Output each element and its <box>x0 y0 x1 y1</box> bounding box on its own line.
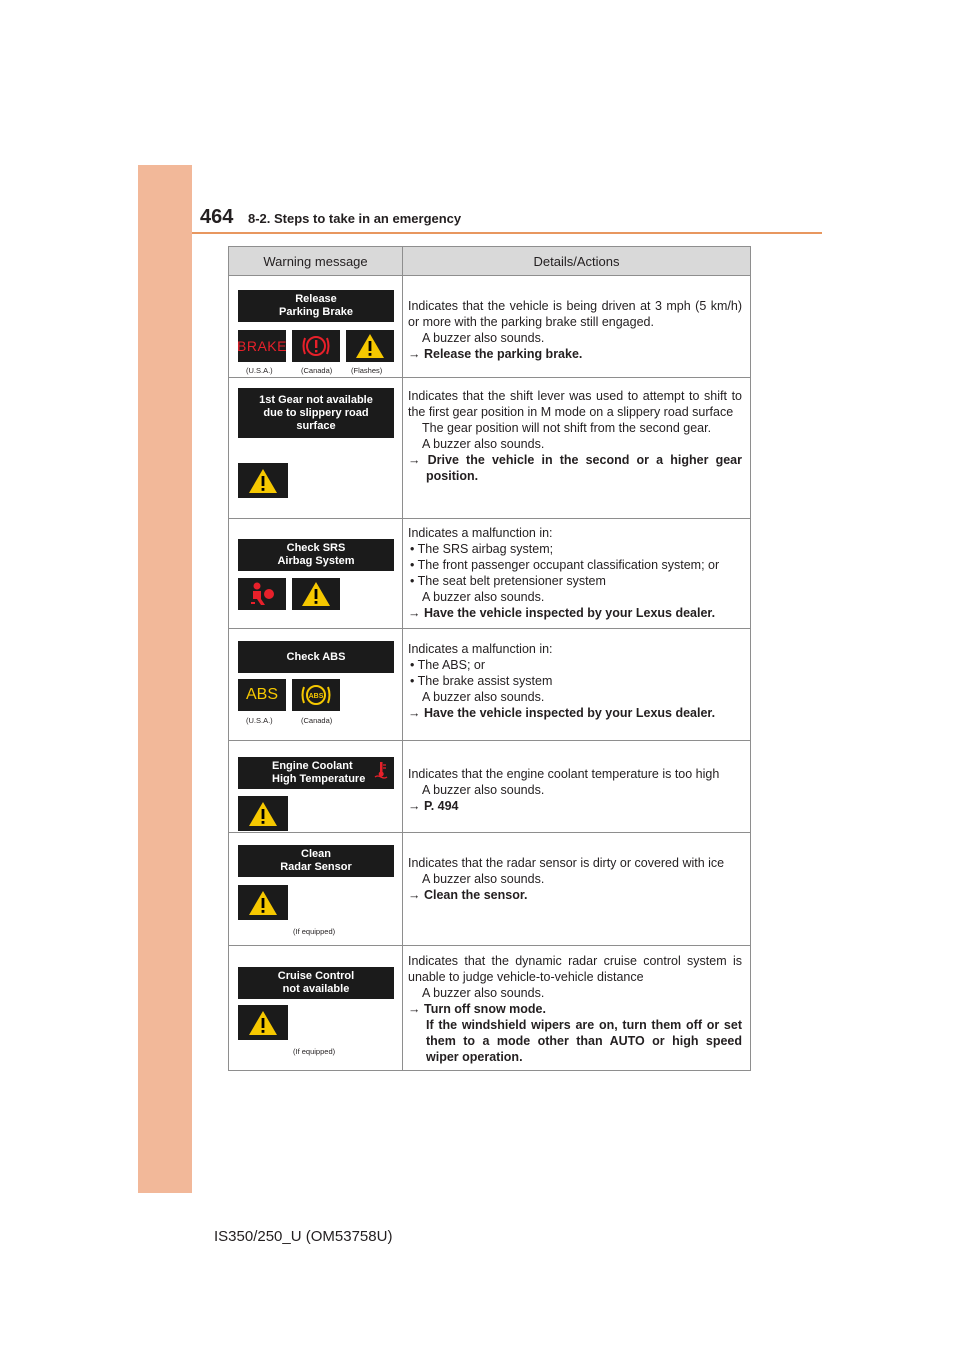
display-message-cruise-control-not-available <box>238 967 394 999</box>
detail-subtext: A buzzer also sounds. <box>422 783 545 797</box>
detail-text: Indicates that the engine coolant temperature is too high <box>408 767 720 781</box>
warning-triangle-icon <box>346 330 394 362</box>
details-cell <box>403 741 751 833</box>
warning-image-cell <box>229 629 403 741</box>
warning-triangle-icon <box>238 463 288 498</box>
display-line: Parking Brake <box>279 306 353 318</box>
display-line: surface <box>296 419 336 432</box>
detail-bullet: • The SRS airbag system; <box>410 542 554 556</box>
warning-image-cell <box>229 378 403 519</box>
display-line: Cruise Control <box>277 970 355 982</box>
detail-subtext: A buzzer also sounds. <box>422 437 545 451</box>
detail-action: → Release the parking brake. <box>408 347 583 361</box>
detail-subtext: A buzzer also sounds. <box>422 331 545 345</box>
details-cell <box>403 276 751 378</box>
table-row <box>229 741 751 833</box>
page-number: 464 <box>200 206 234 228</box>
table-row <box>229 833 751 946</box>
caption-canada: (Canada) <box>301 716 333 725</box>
display-line: Check SRS <box>286 542 346 554</box>
display-line: 1st Gear not available <box>259 393 373 406</box>
detail-bullet: • The brake assist system <box>410 674 553 688</box>
table-row <box>229 629 751 741</box>
warning-image-cell <box>229 519 403 629</box>
section-title: 8-2. Steps to take in an emergency <box>248 211 462 226</box>
column-header-warning-message: Warning message <box>229 247 403 276</box>
display-line: Release <box>295 293 337 305</box>
detail-subtext: A buzzer also sounds. <box>422 690 545 704</box>
detail-bullet: • The front passenger occupant classification system; or <box>410 558 720 572</box>
display-message-check-srs <box>238 539 394 571</box>
detail-bullet: • The ABS; or <box>410 658 486 672</box>
warning-triangle-icon <box>238 796 288 831</box>
warning-message-table <box>228 246 751 1071</box>
display-message-release-parking-brake <box>238 290 394 322</box>
detail-text: Indicates that the radar sensor is dirty or covered with ice <box>408 856 725 870</box>
footer-model-code: IS350/250_U (OM53758U) <box>214 1228 393 1245</box>
column-header-details-actions: Details/Actions <box>403 247 751 276</box>
caption-usa: (U.S.A.) <box>246 366 273 375</box>
detail-subtext: A buzzer also sounds. <box>422 986 545 1000</box>
caption-canada: (Canada) <box>301 366 333 375</box>
display-line: Airbag System <box>277 555 355 567</box>
detail-text: Indicates that the vehicle is being driven at 3 mph (5 km/h) or more with the parking brake still engaged. <box>408 299 742 329</box>
display-message-clean-radar-sensor <box>238 845 394 877</box>
warning-image-cell <box>229 276 403 378</box>
display-line: High Temperature <box>272 773 366 785</box>
warning-image-cell <box>229 946 403 1071</box>
detail-action: → P. 494 <box>408 799 459 813</box>
warning-triangle-icon <box>238 885 288 920</box>
table-header-row <box>229 247 751 276</box>
display-line: Radar Sensor <box>280 861 352 873</box>
detail-action: → Drive the vehicle in the second or a higher gear position. <box>408 453 742 483</box>
detail-bullet: • The seat belt pretensioner system <box>410 574 606 588</box>
caption-flashes: (Flashes) <box>351 366 383 375</box>
warning-triangle-icon <box>292 578 340 610</box>
caption-if-equipped: (If equipped) <box>293 1047 336 1056</box>
display-line: Clean <box>301 848 331 860</box>
details-cell <box>403 629 751 741</box>
abs-circle-icon <box>292 679 340 711</box>
display-line: Engine Coolant <box>272 760 353 772</box>
abs-text-icon: ABS <box>238 679 286 711</box>
details-cell <box>403 519 751 629</box>
caption-if-equipped: (If equipped) <box>293 927 336 936</box>
details-cell <box>403 378 751 519</box>
display-message-engine-coolant <box>238 757 394 789</box>
side-tab-strip <box>138 165 192 1193</box>
detail-action-continued: If the windshield wipers are on, turn them off or set them to a mode other than AUTO or high speed wiper operation. <box>426 1018 742 1064</box>
svg-text:ABS: ABS <box>308 693 324 700</box>
table-row <box>229 276 751 378</box>
detail-intro: Indicates a malfunction in: <box>408 642 553 656</box>
detail-subtext: A buzzer also sounds. <box>422 872 545 886</box>
caption-usa: (U.S.A.) <box>246 716 273 725</box>
details-cell <box>403 833 751 946</box>
details-cell <box>403 946 751 1071</box>
warning-image-cell <box>229 833 403 946</box>
detail-action: → Have the vehicle inspected by your Lexus dealer. <box>408 706 716 720</box>
detail-subtext: The gear position will not shift from the second gear. <box>422 421 712 435</box>
detail-action: → Turn off snow mode. <box>408 1002 546 1016</box>
table-row <box>229 519 751 629</box>
display-message-check-abs <box>238 641 394 673</box>
detail-intro: Indicates a malfunction in: <box>408 526 553 540</box>
table-row <box>229 946 751 1071</box>
detail-text: Indicates that the dynamic radar cruise control system is unable to judge vehicle-to-vehicle distance <box>408 954 742 984</box>
coolant-temperature-icon <box>374 761 388 779</box>
detail-action: → Have the vehicle inspected by your Lexus dealer. <box>408 606 716 620</box>
display-message-1st-gear-not-available <box>238 388 394 438</box>
detail-subtext: A buzzer also sounds. <box>422 590 545 604</box>
display-line: due to slippery road <box>263 406 369 419</box>
brake-text-icon: BRAKE <box>238 330 286 362</box>
airbag-person-icon <box>238 578 286 610</box>
warning-image-cell <box>229 741 403 833</box>
header-rule <box>192 232 822 234</box>
table-row <box>229 378 751 519</box>
display-line: Check ABS <box>286 650 346 663</box>
brake-warning-icon <box>292 330 340 362</box>
detail-text: Indicates that the shift lever was used to attempt to shift to the first gear position in M mode on a slippery road surface <box>408 389 742 419</box>
warning-triangle-icon <box>238 1005 288 1040</box>
detail-action: → Clean the sensor. <box>408 888 528 902</box>
display-line: not available <box>282 983 350 995</box>
